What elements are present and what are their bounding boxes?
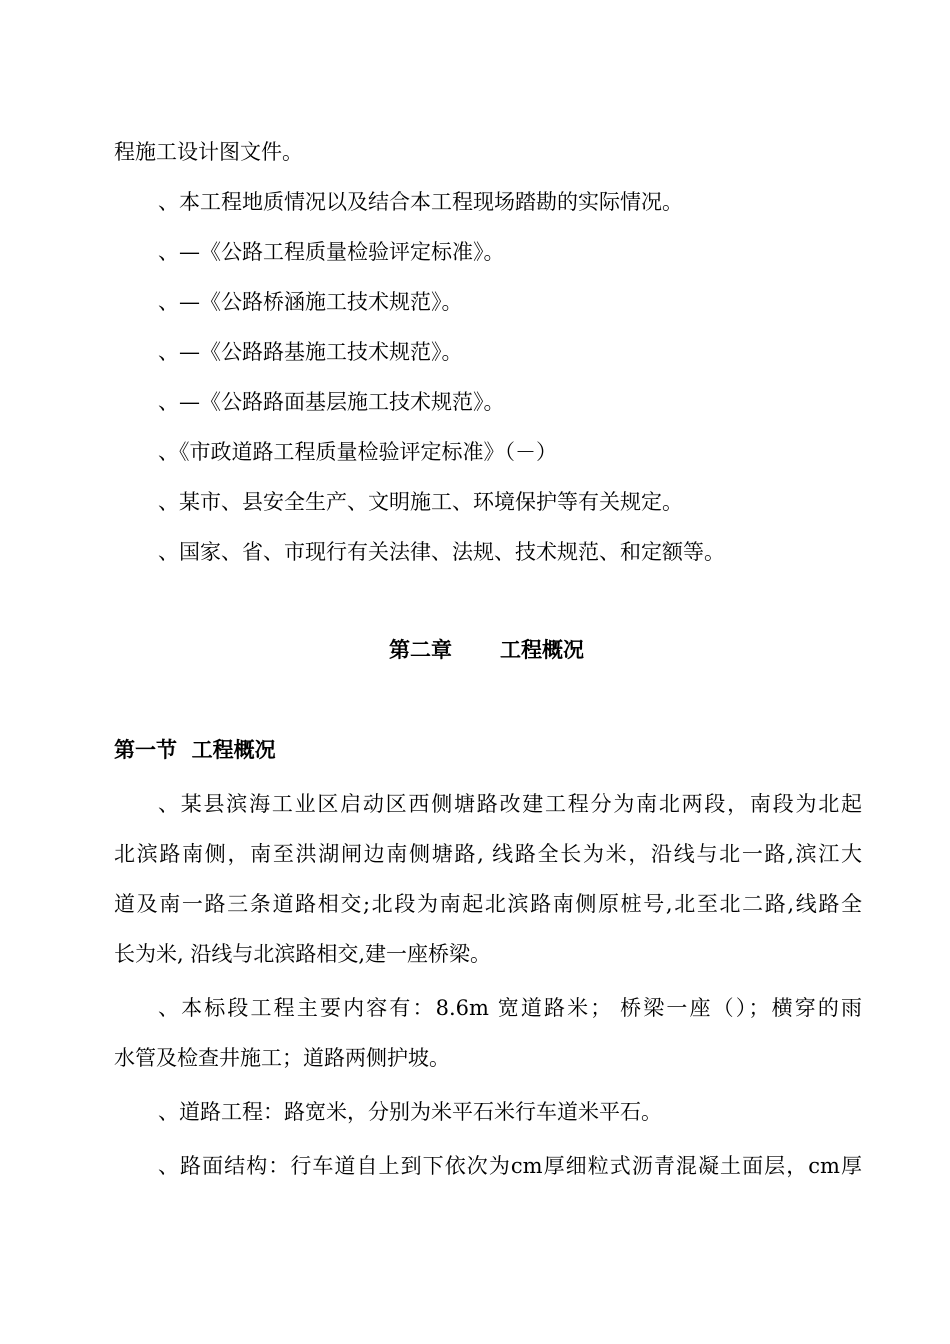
basis-item: 、—《公路路面基层施工技术规范》。 bbox=[158, 390, 505, 414]
paragraph-line: 长为米, 沿线与北滨路相交,建一座桥梁。 bbox=[114, 942, 492, 966]
paragraph-line: 、路面结构：行车道自上到下依次为cm厚细粒式沥青混凝土面层，cm厚 bbox=[158, 1154, 862, 1178]
basis-item: 、—《公路工程质量检验评定标准》。 bbox=[158, 240, 505, 264]
basis-item: 、—《公路桥涵施工技术规范》。 bbox=[158, 290, 463, 314]
basis-item: 、本工程地质情况以及结合本工程现场踏勘的实际情况。 bbox=[158, 190, 683, 214]
paragraph-line: 水管及检查井施工；道路两侧护坡。 bbox=[114, 1046, 450, 1070]
chapter-title: 工程概况 bbox=[500, 638, 584, 662]
paragraph-line: 、本标段工程主要内容有：8.6m 宽道路米； 桥梁一座（）；横穿的雨 bbox=[158, 996, 862, 1020]
section-title: 第一节 工程概况 bbox=[114, 738, 276, 762]
paragraph-line: 、道路工程：路宽米，分别为米平石米行车道米平石。 bbox=[158, 1100, 662, 1124]
chapter-number: 第二章 bbox=[389, 638, 452, 662]
basis-item: 、《市政道路工程质量检验评定标准》（－） bbox=[158, 440, 557, 464]
intro-tail-text: 程施工设计图文件。 bbox=[114, 140, 303, 164]
basis-item: 、某市、县安全生产、文明施工、环境保护等有关规定。 bbox=[158, 490, 683, 514]
basis-item: 、国家、省、市现行有关法律、法规、技术规范、和定额等。 bbox=[158, 540, 725, 564]
paragraph-line: 、某县滨海工业区启动区西侧塘路改建工程分为南北两段，南段为北起 bbox=[158, 792, 862, 816]
paragraph-line: 道及南一路三条道路相交;北段为南起北滨路南侧原桩号,北至北二路,线路全 bbox=[114, 892, 862, 916]
basis-item: 、—《公路路基施工技术规范》。 bbox=[158, 340, 463, 364]
paragraph-line: 北滨路南侧，南至洪湖闸边南侧塘路, 线路全长为米，沿线与北一路,滨江大 bbox=[114, 842, 862, 866]
